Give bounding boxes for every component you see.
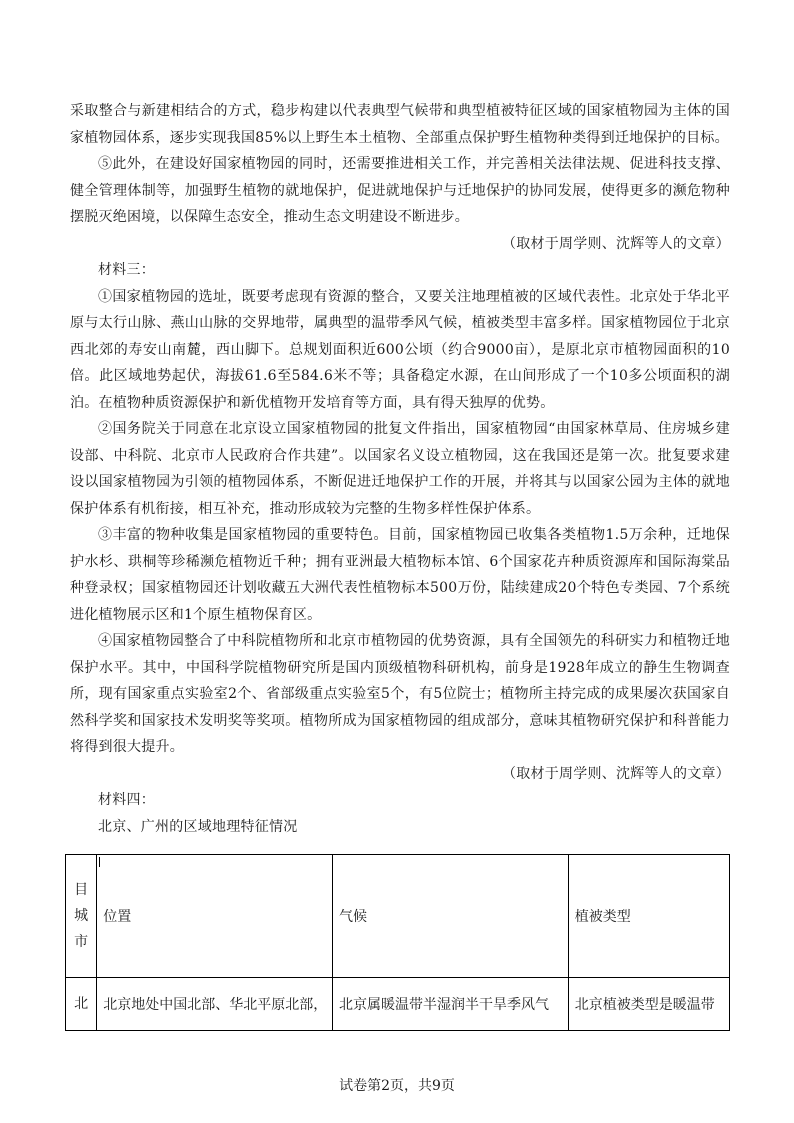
paragraph-national-system: 采取整合与新建相结合的方式，稳步构建以代表典型气候带和典型植被特征区域的国家植物园为主体的国家植物园体系，逐步实现我国85%以上野生本土植物、全部重点保护野生植物种类得到迁地保护的目标。 [70,103,730,146]
source-citation-2: （取材于周学则、沈辉等人的文章） [502,765,730,782]
header-corner-cell: 目城市 [66,855,97,978]
paragraph-m3-1: ①国家植物园的选址，既要考虑现有资源的整合，又要关注地理植被的区域代表性。北京处于华北平原与太行山脉、燕山山脉的交界地带，属典型的温带季风气候，植被类型丰富多样。国家植物园位于北京西北郊的寿安山南麓，西山脚下。总规划面积近600公顷（约合9000亩），是原北京市植物园面积的10倍。此区域地势起伏，海拔61.6至584.6米不等；具备稳定水源，在山间形成了一个10多公顷面积的湖泊。在植物种质资源保护和新优植物开发培育等方面，具有得天独厚的优势。 [70,288,730,411]
regional-geography-table [65,854,730,1031]
paragraph-5: ⑤此外，在建设好国家植物园的同时，还需要推进相关工作，并完善相关法律法规、促进科技支撑、健全管理体制等，加强野生植物的就地保护，促进就地保护与迁地保护的协同发展，使得更多的濒危物种摆脱灭绝困境，以保障生态安全，推动生态文明建设不断进步。 [70,156,730,225]
header-location-cell: 位置 [97,855,333,978]
table-row [66,978,730,1031]
vegetation-cell: 北京植被类型是暖温带 [568,978,729,1031]
article-body [70,98,730,840]
location-cell: 北京地处中国北部、华北平原北部， [97,978,333,1031]
material-3-heading: 材料三： [98,262,155,278]
paragraph-m3-2: ②国务院关于同意在北京设立国家植物园的批复文件指出，国家植物园“由国家林草局、住房城乡建设部、中科院、北京市人民政府合作共建”。以国家名义设立植物园，这在我国还是第一次。批复要求建设以国家植物园为引领的植物园体系，不断促进迁地保护工作的开展，并将其与以国家公园为主体的就地保护体系有机衔接，相互补充，推动形成较为完整的生物多样性保护体系。 [70,421,730,517]
table-header-row [66,855,730,978]
diagonal-header-line [99,857,100,867]
paragraph-m3-4: ④国家植物园整合了中科院植物所和北京市植物园的优势资源，具有全国领先的科研实力和植物迁地保护水平。其中，中国科学院植物研究所是国内顶级植物科研机构，前身是1928年成立的静生生物调查所，现有国家重点实验室2个、省部级重点实验室5个，有5位院士；植物所主持完成的成果屡次获国家自然科学奖和国家技术发明奖等奖项。植物所成为国家植物园的组成部分，意味其植物研究保护和科普能力将得到很大提升。 [70,633,730,755]
header-climate-cell: 气候 [333,855,569,978]
table-caption: 北京、广州的区域地理特征情况 [98,818,298,835]
header-vegetation-cell: 植被类型 [568,855,729,978]
material-4-heading: 材料四： [98,792,155,808]
source-citation-1: （取材于周学则、沈辉等人的文章） [502,235,730,252]
city-cell: 北 [66,978,97,1031]
climate-cell: 北京属暖温带半湿润半干旱季风气 [333,978,569,1031]
page-footer: 试卷第2页，共9页 [339,1078,455,1094]
paragraph-m3-3: ③丰富的物种收集是国家植物园的重要特色。目前，国家植物园已收集各类植物1.5万余种，迁地保护水杉、珙桐等珍稀濒危植物近千种；拥有亚洲最大植物标本馆、6个国家花卉种质资源库和国际海棠品种登录权；国家植物园还计划收藏五大洲代表性植物标本500万份，陆续建成20个特色专类园、7个系统进化植物展示区和1个原生植物保育区。 [70,527,730,623]
